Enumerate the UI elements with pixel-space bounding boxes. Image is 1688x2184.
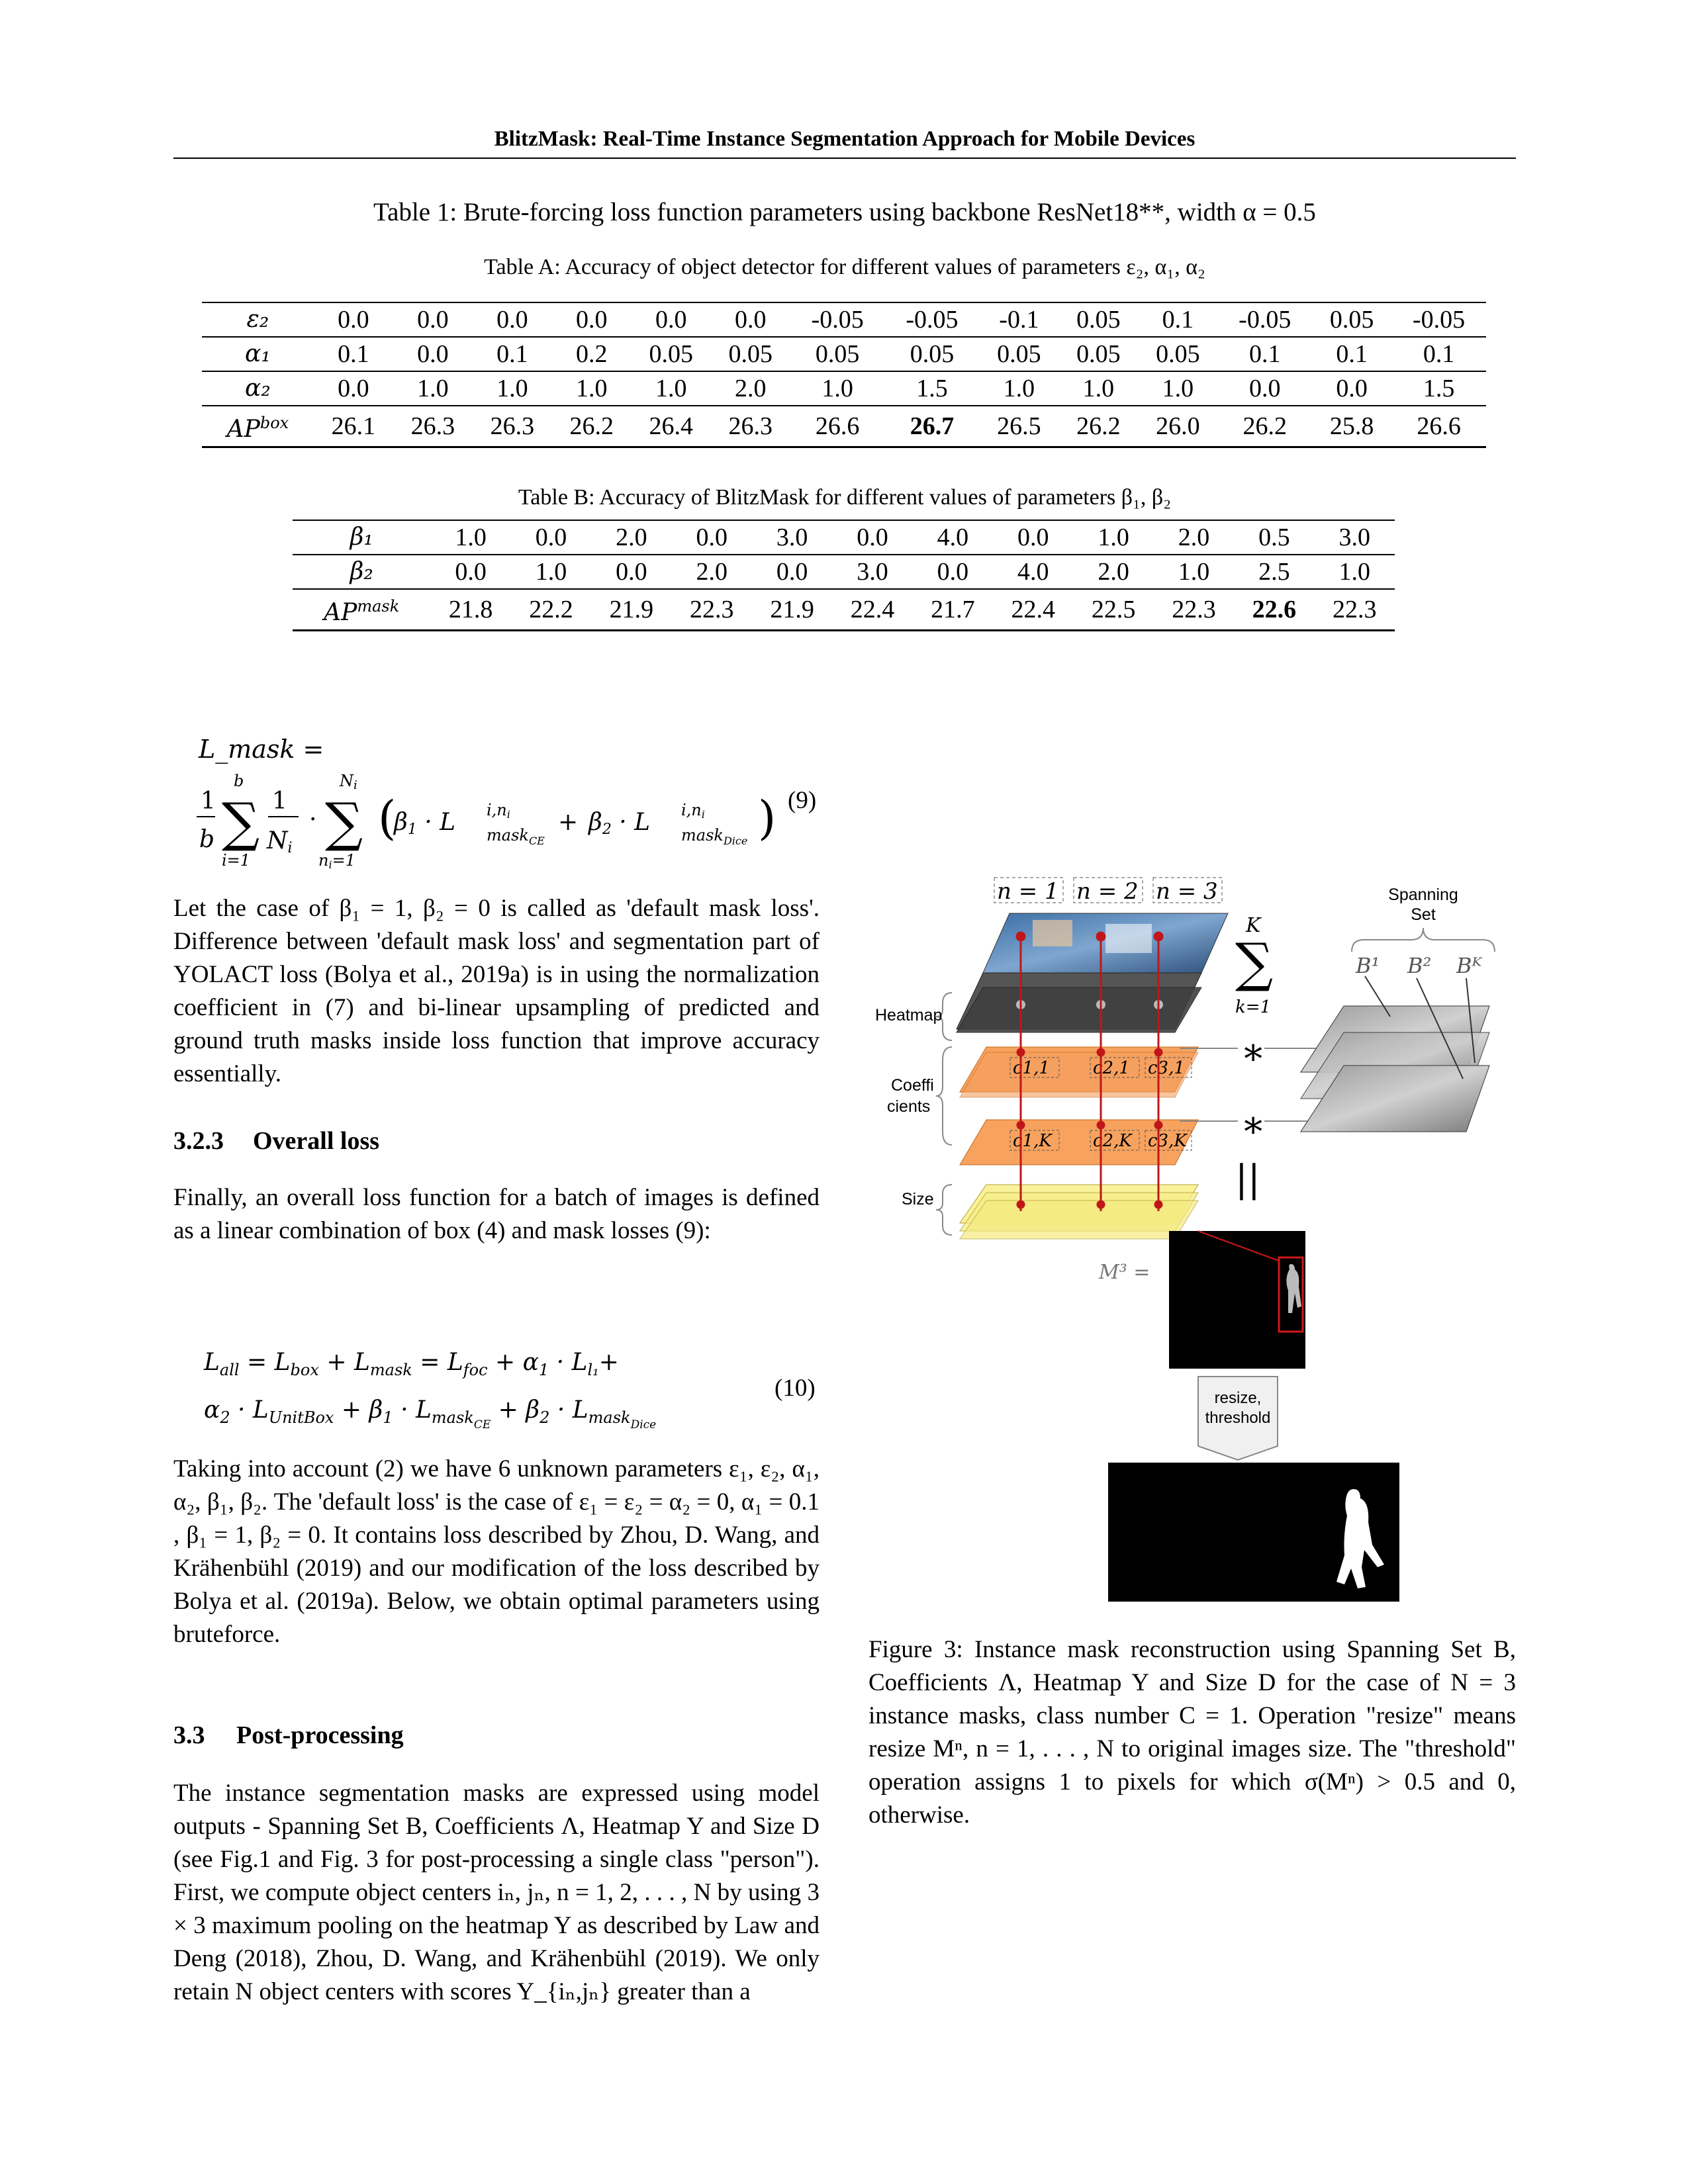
table-cell: 26.2 xyxy=(569,412,614,440)
table-row xyxy=(293,555,1395,589)
eq10-number: (10) xyxy=(774,1375,816,1402)
table-cell: 26.3 xyxy=(728,412,773,440)
b1-label: B¹ xyxy=(1356,953,1380,978)
sum-top: K xyxy=(1246,914,1261,937)
size-label: Size xyxy=(902,1190,934,1208)
row-header: ε₂ xyxy=(246,306,269,333)
svg-text:·: · xyxy=(309,806,317,833)
table-cell: 26.6 xyxy=(1417,412,1461,440)
table-cell: 1.0 xyxy=(417,375,449,402)
table-cell: 26.4 xyxy=(649,412,694,440)
table-cell: 0.0 xyxy=(417,340,449,368)
svg-text:maskCE: mask$_{CE}$ xyxy=(487,826,545,847)
section-3-2-3-number: 3.2.3 xyxy=(173,1127,224,1155)
svg-text:): ) xyxy=(758,791,776,845)
table-cell: 0.0 xyxy=(496,306,528,334)
table-cell: 0.5 xyxy=(1258,523,1290,551)
table-cell: 3.0 xyxy=(1338,523,1370,551)
table-cell: 0.1 xyxy=(1249,340,1281,368)
table-cell: 0.2 xyxy=(576,340,608,368)
svg-text:ni=1: ni=1 xyxy=(318,851,355,871)
svg-text:Ni: Ni xyxy=(340,772,357,792)
section-3-2-3-title: Overall loss xyxy=(253,1127,380,1155)
table-cell: 1.5 xyxy=(1423,375,1455,402)
table-cell: 26.1 xyxy=(331,412,376,440)
table-cell: -0.05 xyxy=(906,306,959,334)
table-row xyxy=(202,406,1486,447)
input-image-detail-2 xyxy=(1105,924,1152,953)
size-brace xyxy=(936,1185,952,1235)
row-header: $AP^{mask}$ xyxy=(324,597,400,626)
threshold-label: threshold xyxy=(1205,1409,1271,1427)
table-b xyxy=(293,520,1395,631)
table-cell: 4.0 xyxy=(937,523,969,551)
coeffi-label: Coeffi xyxy=(891,1076,934,1095)
table-cell: 0.0 xyxy=(857,523,888,551)
table-cell: 1.0 xyxy=(455,523,487,551)
c11-label: c1,1 xyxy=(1013,1058,1050,1078)
figure3-caption: Figure 3: Instance mask reconstruction using Spanning Set B, Coefficients Λ, Heatmap Y and Size D for the case of N = 3 instance masks, class number C = 1. Operation "resize" means resize Mⁿ, n = 1, . . . , N to original images size. The "threshold" operation assigns 1 to pixels for which σ(Mⁿ) > 0.5 and 0, otherwise. xyxy=(868,1636,1516,1829)
svg-text:β1 · L: β1 · L xyxy=(394,809,456,838)
table-cell: -0.05 xyxy=(1239,306,1291,334)
svg-text:+: + xyxy=(558,809,579,836)
table-cell: 0.0 xyxy=(1336,375,1368,402)
para-post-processing: The instance segmentation masks are expressed using model outputs - Spanning Set B, Coefficients Λ, Heatmap Y and Size D (see Fig.1 and Fig. 3 for post-processing a single class "person"). First, we compute object centers iₙ, jₙ, n = 1, 2, . . . , N by using 3 × 3 maximum pooling on the heatmap Y as described by Law and Deng (2018), Zhou, D. Wang, and Krähenbühl (2019). We only retain N object centers with scores Y_{iₙ,jₙ} greater than a xyxy=(173,1780,820,2005)
table-cell: 3.0 xyxy=(857,558,888,586)
table-cell: 4.0 xyxy=(1017,558,1049,586)
table-cell: 1.0 xyxy=(1082,375,1115,402)
table-cell: 22.3 xyxy=(1172,596,1216,623)
table-cell: 0.0 xyxy=(535,523,567,551)
table-cell: 2.0 xyxy=(735,375,767,402)
c2k-label: c2,K xyxy=(1093,1131,1132,1151)
table-cell: 26.3 xyxy=(490,412,535,440)
table-cell: 0.05 xyxy=(1329,306,1374,334)
svg-text:(: ( xyxy=(378,791,397,845)
row-header: β₁ xyxy=(350,523,373,551)
table-cell: 0.0 xyxy=(1249,375,1281,402)
table-cell: 0.0 xyxy=(696,523,727,551)
svg-text:i=1: i=1 xyxy=(222,851,251,870)
table-cell: 22.4 xyxy=(1011,596,1055,623)
bk-label: Bᴷ xyxy=(1456,953,1482,978)
table-cell: 0.1 xyxy=(1162,306,1194,334)
figure-3 xyxy=(867,874,1503,1608)
header-rule xyxy=(173,158,1516,159)
table-cell: 1.0 xyxy=(655,375,687,402)
table-cell: 3.0 xyxy=(776,523,808,551)
row-header: α₂ xyxy=(245,375,271,402)
svg-text:maskDice: mask$_{Dice}$ xyxy=(681,826,748,847)
table-cell: 0.0 xyxy=(338,306,369,334)
table-cell: 21.7 xyxy=(931,596,975,623)
svg-text:β2 · L: β2 · L xyxy=(588,809,651,838)
table-cell: 22.2 xyxy=(529,596,573,623)
table-cell: 26.6 xyxy=(815,412,860,440)
c21-label: c2,1 xyxy=(1093,1058,1130,1078)
m3-label: M³ = xyxy=(1099,1261,1150,1284)
table-cell: 0.05 xyxy=(1076,340,1121,368)
table-cell: -0.05 xyxy=(811,306,864,334)
table-cell: 0.05 xyxy=(649,340,694,368)
table-cell: 22.6 xyxy=(1252,596,1297,623)
svg-text:α2 · LUnitBox + β1 · LmaskCE +: $\alpha_2 \cdot L_{UnitBox} + \beta_1 \cdot L_{maskCE} + \beta_2 \cdot L_{maskDice}$ xyxy=(204,1396,657,1432)
table-cell: 0.1 xyxy=(496,340,528,368)
table-cell: 0.1 xyxy=(338,340,369,368)
table-cell: 0.0 xyxy=(338,375,369,402)
row-header: β₂ xyxy=(350,558,373,585)
table-row xyxy=(293,589,1395,631)
table-cell: 21.9 xyxy=(770,596,814,623)
table-cell: 26.3 xyxy=(410,412,455,440)
table-cell: 26.2 xyxy=(1243,412,1287,440)
resize-label: resize, xyxy=(1214,1389,1262,1407)
svg-text:b: b xyxy=(199,826,215,853)
svg-text:b: b xyxy=(234,772,244,790)
table-cell: 0.05 xyxy=(1076,306,1121,334)
table-cell: 21.8 xyxy=(448,596,493,623)
n1-label: n = 1 xyxy=(997,878,1059,905)
b2-label: B² xyxy=(1407,953,1432,978)
table-cell: 0.0 xyxy=(655,306,687,334)
table-cell: 22.5 xyxy=(1091,596,1136,623)
table-cell: 0.1 xyxy=(1423,340,1455,368)
table-cell: 0.0 xyxy=(576,306,608,334)
eq9-lhs: L_mask = xyxy=(199,735,324,764)
table-cell: 1.0 xyxy=(821,375,853,402)
svg-text:1: 1 xyxy=(272,788,287,815)
table-cell: 0.05 xyxy=(910,340,955,368)
table-cell: 0.0 xyxy=(417,306,449,334)
equation-9 xyxy=(195,768,791,880)
table-cell: 26.5 xyxy=(997,412,1041,440)
table-cell: 2.0 xyxy=(1178,523,1210,551)
heatmap-label: Heatmap xyxy=(875,1006,943,1024)
table-cell: 2.0 xyxy=(1098,558,1129,586)
sum-bottom: k=1 xyxy=(1235,997,1272,1017)
running-header: BlitzMask: Real-Time Instance Segmentation Approach for Mobile Devices xyxy=(494,127,1196,151)
table-cell: 26.7 xyxy=(910,412,955,440)
table-cell: 26.2 xyxy=(1076,412,1121,440)
coefficients-brace xyxy=(936,1047,952,1145)
svg-text:Lall = Lbox + Lmask = Lfoc + α: $L_{all} = L_{box} + L_{mask} = L_{foc} + \alpha_1 \cdot L_{l_1}+$ xyxy=(204,1349,619,1379)
eq9-number: (9) xyxy=(788,787,817,814)
table-cell: 1.0 xyxy=(1338,558,1370,586)
sum-icon: ∑ xyxy=(1235,932,1274,993)
row-header: $AP^{box}$ xyxy=(226,414,289,443)
table-cell: 2.0 xyxy=(696,558,727,586)
conv-star-2: ∗ xyxy=(1241,1103,1266,1146)
table-cell: 0.05 xyxy=(728,340,773,368)
table1-caption: Table 1: Brute-forcing loss function parameters using backbone ResNet18**, width α = 0.5 xyxy=(373,198,1316,226)
table-cell: 0.05 xyxy=(997,340,1041,368)
svg-text:i,ni: i,ni xyxy=(681,801,705,821)
svg-text:i,ni: i,ni xyxy=(487,801,510,821)
table-row xyxy=(293,520,1395,555)
table-cell: 1.0 xyxy=(1162,375,1194,402)
table-cell: 1.0 xyxy=(576,375,608,402)
table-row xyxy=(202,337,1486,371)
table-cell: 22.4 xyxy=(850,596,895,623)
set-label: Set xyxy=(1411,905,1436,924)
table-a xyxy=(202,302,1486,448)
row-header: α₁ xyxy=(245,340,271,367)
table-cell: 25.8 xyxy=(1329,412,1374,440)
table-cell: -0.1 xyxy=(999,306,1039,334)
table-cell: 26.0 xyxy=(1156,412,1200,440)
table-cell: 0.0 xyxy=(776,558,808,586)
c31-label: c3,1 xyxy=(1148,1058,1185,1078)
table-cell: 0.05 xyxy=(1156,340,1200,368)
table-cell: -0.05 xyxy=(1412,306,1466,334)
table-cell: 1.0 xyxy=(496,375,528,402)
equation-10 xyxy=(199,1337,768,1436)
c3k-label: c3,K xyxy=(1148,1131,1187,1151)
svg-text:∑: ∑ xyxy=(325,792,363,853)
svg-text:Ni: Ni xyxy=(267,827,293,856)
table-cell: 2.0 xyxy=(616,523,647,551)
svg-text:1: 1 xyxy=(201,788,216,815)
table-cell: 1.0 xyxy=(535,558,567,586)
table-cell: 2.5 xyxy=(1258,558,1290,586)
section-3-3-heading xyxy=(173,1721,404,1750)
n2-label: n = 2 xyxy=(1076,878,1139,905)
input-image-detail xyxy=(1033,920,1072,946)
table-cell: 22.3 xyxy=(689,596,734,623)
tableB-caption: Table B: Accuracy of BlitzMask for different values of parameters β₁, β₂ xyxy=(518,485,1172,510)
table-row xyxy=(202,302,1486,337)
equals-bars: || xyxy=(1235,1158,1260,1201)
table-cell: 0.0 xyxy=(735,306,767,334)
table-cell: 0.0 xyxy=(455,558,487,586)
tableA-caption: Table A: Accuracy of object detector for different values of parameters ε₂, α₁, α₂ xyxy=(484,255,1205,279)
table-row xyxy=(202,371,1486,406)
table-cell: 1.0 xyxy=(1003,375,1035,402)
conv-star-1: ∗ xyxy=(1241,1030,1266,1073)
table-cell: 0.0 xyxy=(937,558,969,586)
para-overall-loss: Finally, an overall loss function for a batch of images is defined as a linear combination of box (4) and mask losses (9): xyxy=(173,1184,820,1244)
cients-label: cients xyxy=(887,1097,931,1116)
table-cell: 0.0 xyxy=(616,558,647,586)
table-cell: 22.3 xyxy=(1333,596,1377,623)
table-cell: 1.0 xyxy=(1098,523,1129,551)
table-cell: 0.1 xyxy=(1336,340,1368,368)
n3-label: n = 3 xyxy=(1156,878,1218,905)
section-3-3-title: Post-processing xyxy=(236,1721,404,1749)
table-cell: 0.0 xyxy=(1017,523,1049,551)
spanning-brace xyxy=(1352,928,1495,952)
heatmap-layer-2 xyxy=(957,987,1201,1032)
section-3-3-number: 3.3 xyxy=(173,1721,205,1749)
table-cell: 0.05 xyxy=(815,340,860,368)
table-cell: 21.9 xyxy=(609,596,654,623)
svg-text:∑: ∑ xyxy=(222,792,260,853)
para-unknown-params: Taking into account (2) we have 6 unknown parameters ε₁, ε₂, α₁, α₂, β₁, β₂. The 'default loss' is the case of ε₁ = ε₂ = α₂ = 0, α₁ = 0.1 , β₁ = 1, β₂ = 0. It contains loss described by Zhou, D. Wang, and Krähenbühl (2019) and our modification of the loss described by Bolya et al. (2019a). Below, we obtain optimal parameters using bruteforce. xyxy=(173,1455,820,1648)
spanning-label: Spanning xyxy=(1388,886,1458,904)
c1k-label: c1,K xyxy=(1013,1131,1052,1151)
mask-m3 xyxy=(1169,1231,1305,1369)
para-default-mask: Let the case of β₁ = 1, β₂ = 0 is called as 'default mask loss'. Difference between 'default mask loss' and segmentation part of YOLACT loss (Bolya et al., 2019a) is in using the normalization coefficient in (7) and bi-linear upsampling of predicted and ground truth masks inside loss function that improve accuracy essentially. xyxy=(173,895,820,1087)
table-cell: 1.0 xyxy=(1178,558,1210,586)
section-3-2-3-heading xyxy=(173,1126,379,1156)
table-cell: 1.5 xyxy=(916,375,948,402)
